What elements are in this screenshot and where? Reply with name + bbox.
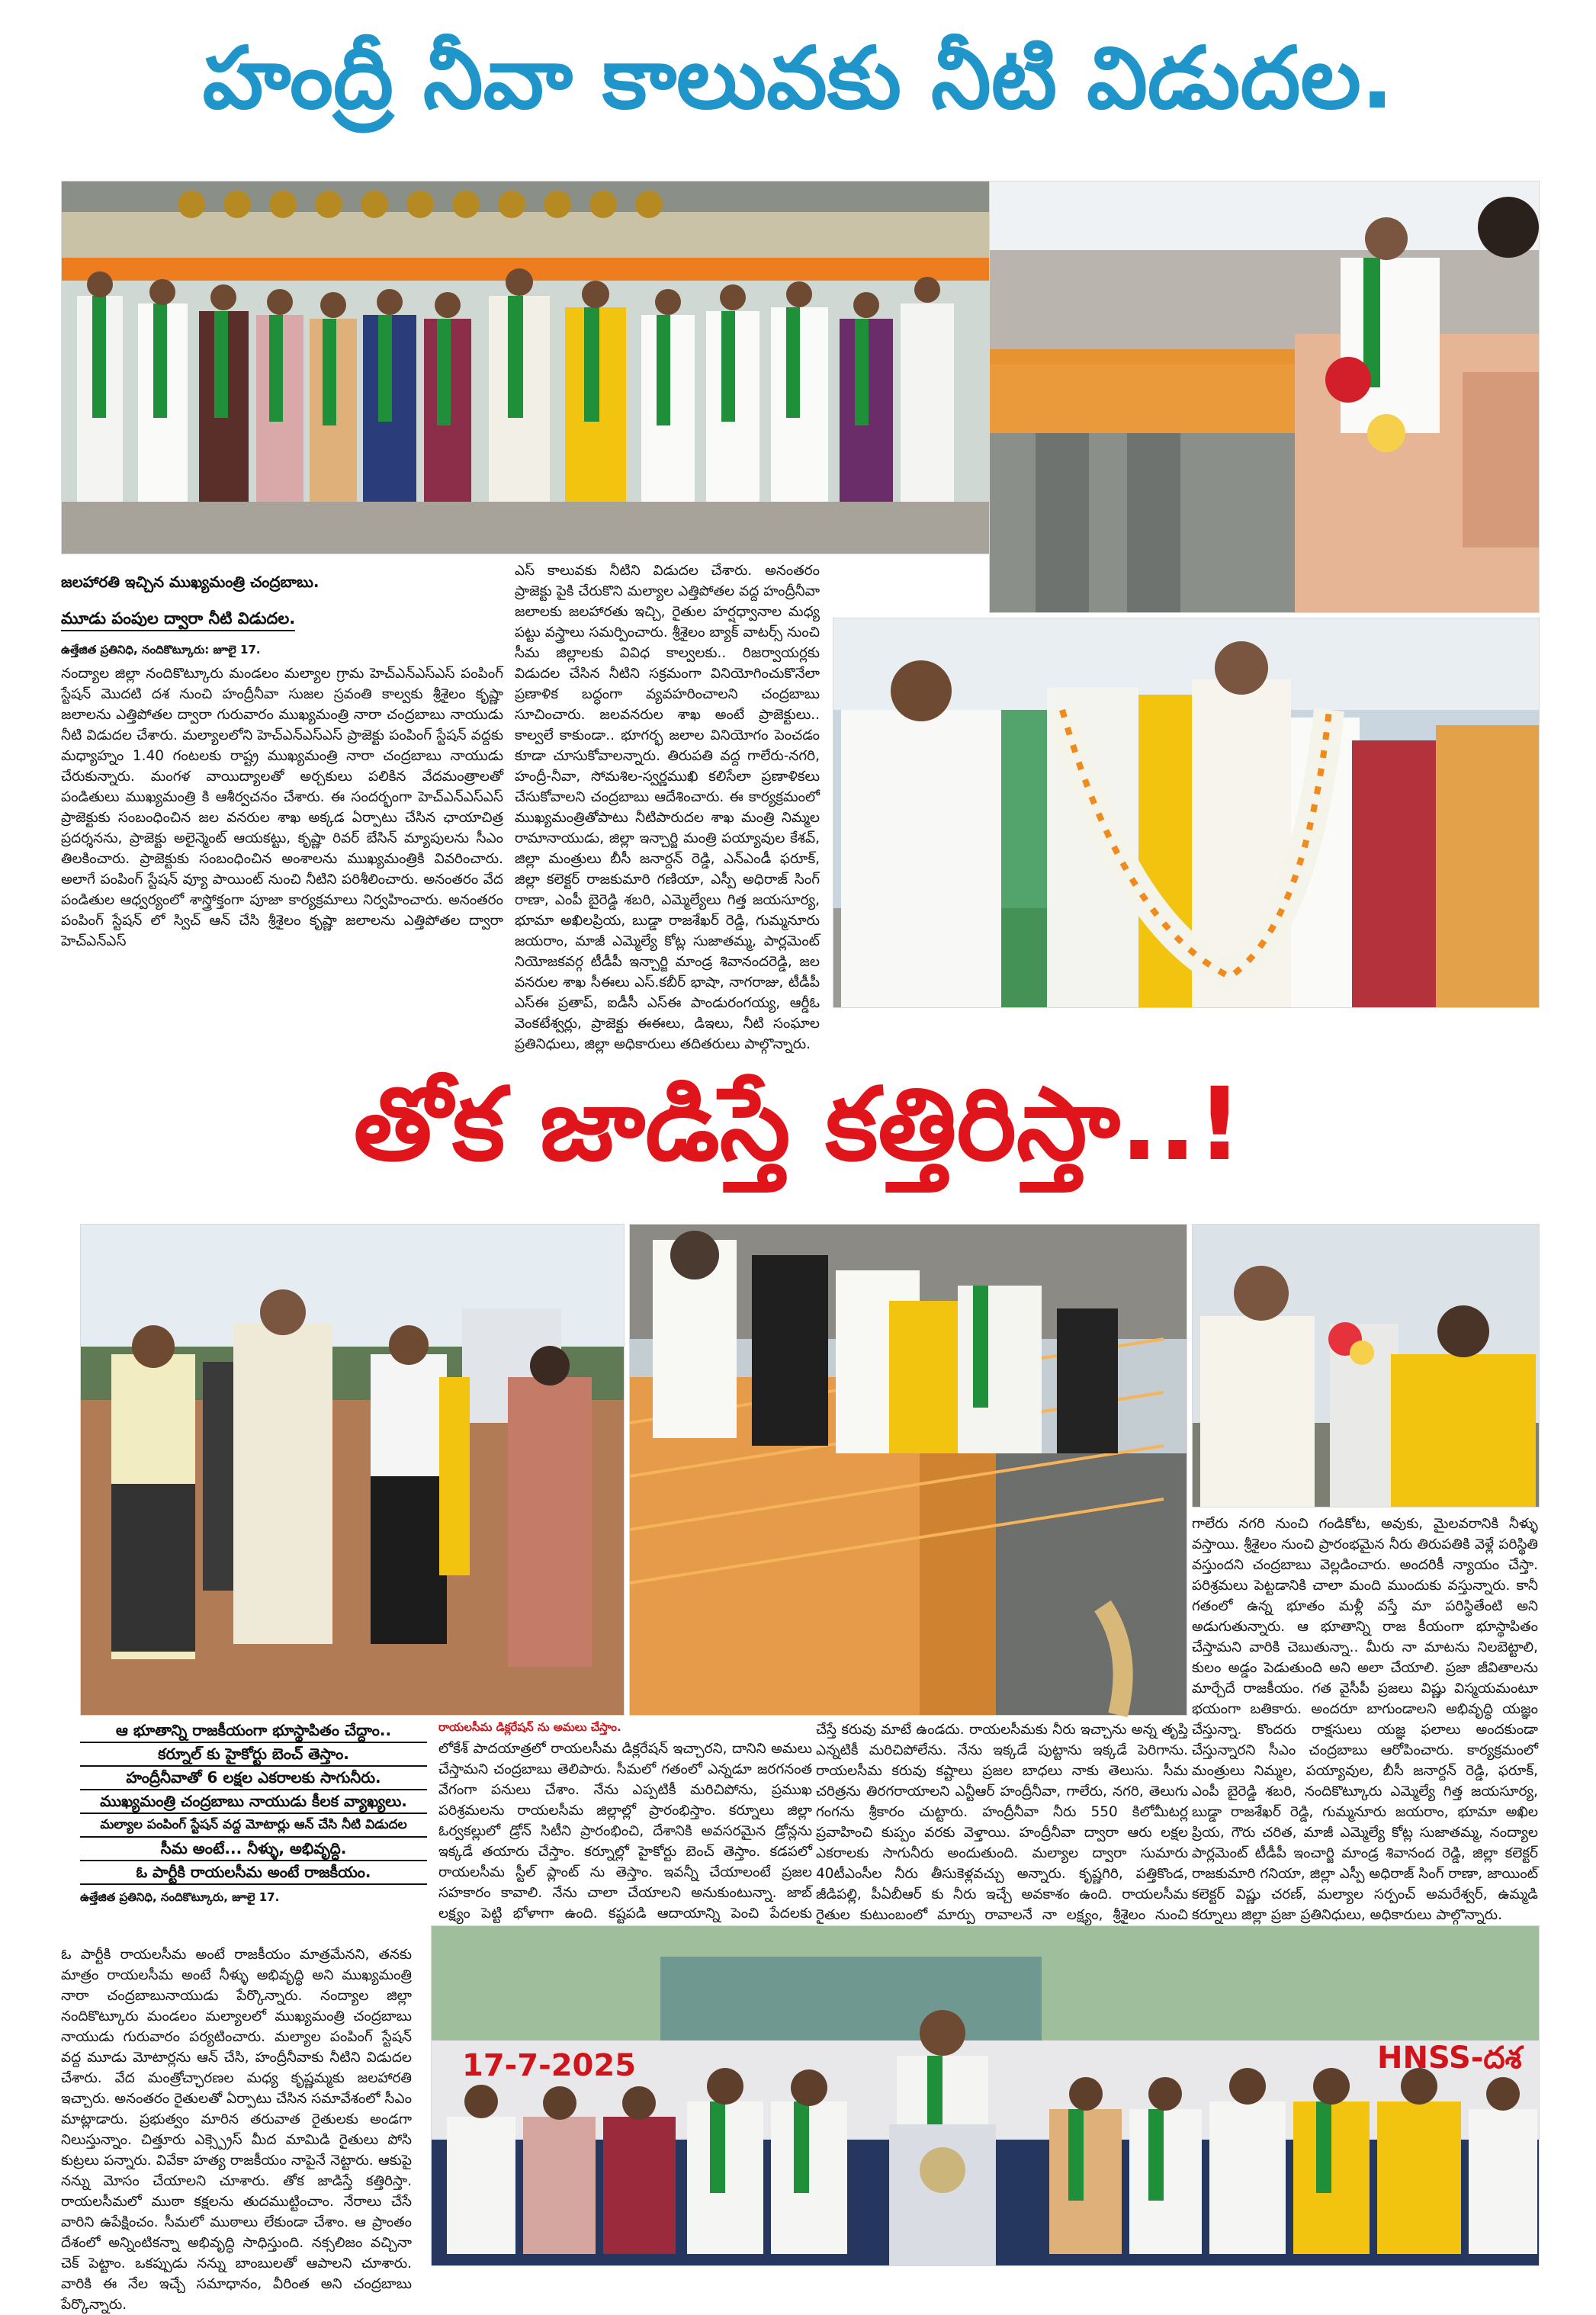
bullet-2: కర్నూల్ కు హైకోర్టు బెంచ్ తెస్తాం. (80, 1743, 427, 1767)
story1-subhead: మూడు పంపుల ద్వారా నీటి విడుదల. (61, 607, 295, 631)
story2-bullets (80, 1719, 427, 1941)
banner-tag: HNSS-దశ (1377, 2040, 1522, 2076)
bullet-1: ఆ భూతాన్ని రాజకీయంగా భూస్థాపితం చేద్దాం.. (80, 1719, 427, 1743)
photo-canal-gates-flowers (629, 1224, 1187, 1716)
story2-body-far: గాలేరు నగరి నుంచి గండికోట, అవుకు, మైలవరానికి నీళ్ళు వస్తాయి. శ్రీశైలం నుంచి ప్రారంభమైన నీరు తిరుపతికి వెళ్లే పరిస్థితి వస్తుందని చంద్రబాబు వెల్లడించారు. అందరికీ న్యాయం చేస్తా. పరిశ్రమలు పెట్టడానికి చాలా మంది ముందుకు వస్తున్నారు. కానీ గతంలో ఉన్న భూతం మళ్లీ వస్తే మా పరిస్థితేంటి అని అడుగుతున్నారు. ఆ భూతాన్ని రాజ కీయంగా భూస్థాపితం చేస్తామని వారికి చెబుతున్నా.. మీరు నా మాటను నిలబెట్టాలి, కులం అడ్డం పెడుతుంది అని అలా చేయాలి. ప్రజా జీవితాలను మార్చేదే రాజకీయం. గత వైసీపీ ప్రజలు విష్ణు విస్మయమంటూ భయంగా బతికారు. అందరూ బాగుండాలని అభివృద్ధి యజ్ఞం చేస్తున్నా. కొందరు రాక్షసులు యజ్ఞ ఫలాలు అందకుండా చేస్తున్నారని సీఎం చంద్రబాబు ఆరోపించారు. కార్యక్రమంలో మంత్రులు నిమ్మల, పయ్యావుల, బీసీ జనార్దన్ రెడ్డి, ఫరూక్, ఎంపీ బైరెడ్డి శబరి, నందికొట్కూరు ఎమ్మెల్యే గిత్త జయసూర్య, బుడ్డా రాజశేఖర్ రెడ్డి, గుమ్మనూరు జయరాం, భూమా అఖిల ప్రియ, గౌరు చరిత, మాజీ ఎమ్మెల్యే కోట్ల సుజాతమ్మ, నంద్యాల పార్లమెంట్ టీడీపీ ఇంచార్జి మాండ్ర శివానంద రెడ్డి, జిల్లా కలెక్టర్ రాజకుమారి గనియా, జిల్లా ఎస్పీ అధిరాజ్ సింగ్ రాణా, జాయింట్ కలెక్టర్ విష్ణు చరణ్, మల్యాల సర్పంచ్ అమరేశ్వర్, ఉమ్మడి కర్నూలు జిల్లా ప్రజా ప్రతినిధులు, అధికారులు పాల్గొన్నారు. (1192, 1516, 1538, 1923)
story1-headline: హంద్రీ నీవా కాలువకు నీటి విడుదల. (202, 29, 1394, 128)
story2-headline: తోక జాడిస్తే కత్తిరిస్తా..! (353, 1066, 1243, 1183)
story1-dateline: ఉత్తేజిత ప్రతినిధి, నందికొట్కూరు: జూలై 17. (61, 643, 261, 657)
photo-garland-ceremony (833, 618, 1540, 1008)
bullet-6: సీమ అంటే... నీళ్ళు, అభివృద్ధి. (80, 1838, 427, 1861)
photo-pooja-ritual (989, 181, 1540, 613)
story1-body-col1: నంద్యాల జిల్లా నందికొట్కూరు మండలం మల్యాల గ్రామ హెచ్ఎన్ఎస్ఎస్ పంపింగ్ స్టేషన్ మొదటి దశ నుంచి హంద్రీనీవా సుజల స్రవంతి కాల్వకు శ్రీశైలం కృష్ణా జలాలను ఎత్తిపోతల ద్వారా గురువారం ముఖ్యమంత్రి నారా చంద్రబాబు నాయుడు నీటి విడుదల చేశారు. మల్యాలలోని హెచ్ఎన్ఎస్ఎస్ ప్రాజెక్టు పంపింగ్ స్టేషన్ వద్దకు మధ్యాహ్నం 1.40 గంటలకు రాష్ట్ర ముఖ్యమంత్రి నారా చంద్రబాబు నాయుడు చేరుకున్నారు. మంగళ వాయిద్యాలతో అర్చకులు పలికిన వేదమంత్రాలతో పండితులు ముఖ్యమంత్రి కి ఆశీర్వచనం చేశారు. ఈ సందర్భంగా హెచ్ఎన్ఎస్ఎస్ ప్రాజెక్టుకు సంబంధించిన జల వనరుల శాఖ అక్కడ ఏర్పాటు చేసిన ఛాయాచిత్ర ప్రదర్శనను, ప్రాజెక్టు అలైన్మెంట్ ఆయకట్టు, కృష్ణా రివర్ బేసిన్ మ్యాపులను సీఎం తిలకించారు. ప్రాజెక్టుకు సంబంధించిన అంశాలను ముఖ్యమంత్రికి వివరించారు. అలాగే పంపింగ్ స్టేషన్ వ్యూ పాయింట్ నుంచి నీటిని పరిశీలించారు. అనంతరం వేద పండితుల ఆధ్వర్యంలో శాస్త్రోక్తంగా పూజా కార్యక్రమాలు నిర్వహించారు. అనంతరం పంపింగ్ స్టేషన్ లో స్విచ్ ఆన్ చేసి శ్రీశైలం కృష్ణా జలాలను ఎత్తిపోతల ద్వారా హెచ్ఎన్ఎస్ (61, 666, 503, 949)
story2-body-mid: లోకేశ్ పాదయాత్రలో రాయలసీమ డిక్లరేషన్ ఇచ్చారని, దానిని అమలు చేస్తామని చంద్రబాబు తెలిపారు. సీమలో గతంలో ఎన్నడూ జరగనంత వేగంగా పనులు చేశాం. నేను ఎప్పటికీ మరిచిపోను, ప్రముఖ పరిశ్రమలను రాయలసీమ జిల్లాల్లో ప్రారంభిస్తాం. కర్నూలు జిల్లా ఓర్వకల్లులో డ్రోన్ సిటీని ప్రారంభించి, దేశానికి అవసరమైన డ్రోన్లను ఇక్కడే తయారు చేస్తాం. కర్నూల్లో హైకోర్టు బెంచ్ తెస్తాం. కడపలో రాయలసీమ స్టీల్ ప్లాంట్ ను తెస్తాం. ఇవన్నీ చేయాలంటే ప్రజల సహకారం కావాలి. నేను చాలా చేయాలని అనుకుంటున్నా. జాబ్ లక్ష్యం పెట్టి భోళాగా ఉంది. కష్టపడి ఆదాయాన్ని పెంచి పేదలకు (438, 1741, 812, 1922)
photo-crowd-women-farmers (61, 181, 991, 554)
story1-body-col2: ఎస్ కాలువకు నీటిని విడుదల చేశారు. అనంతరం ప్రాజెక్టు పైకి చేరుకొని మల్యాల ఎత్తిపోతల వద్ద హంద్రీనీవా జలాలకు జలహారతు ఇచ్చి, రైతుల హర్షధ్వానాల మధ్య పట్టు వస్త్రాలు సమర్పించారు. శ్రీశైలం బ్యాక్ వాటర్స్ నుంచి సీమ జిల్లాలకు వివిధ కాల్వలకు.. రిజర్వాయర్లకు విడుదల చేసిన నీటిని సక్రమంగా వినియోగించుకొనేలా ప్రణాళిక బద్ధంగా వ్యవహరించాలని చంద్రబాబు సూచించారు. జలవనరుల శాఖ అంటే ప్రాజెక్టులు.. కాల్వలే కాకుండా.. భూగర్భ జలాల వినియోగం పెంచడం కూడా చూసుకోవాలన్నారు. తిరుపతి వద్ద గాలేరు-నగరి, హంద్రీ-నీవా, సోమశిల-స్వర్ణముఖి కలిసేలా ప్రణాళికలు చేసుకోవాలని చంద్రబాబు ఆదేశించారు. ఈ కార్యక్రమంలో ముఖ్యమంత్రితోపాటు నీటిపారుదల శాఖ మంత్రి నిమ్మల రామానాయుడు, జిల్లా ఇన్చార్జి మంత్రి పయ్యావుల కేశవ్, జిల్లా మంత్రులు బీసీ జనార్దన్ రెడ్డి, ఎన్ఎండీ ఫరూక్, జిల్లా కలెక్టర్ రాజకుమారి గణియా, ఎస్పీ అధిరాజ్ సింగ్ రాణా, ఎంపీ బైరెడ్డి శబరి, ఎమ్మెల్యేలు గిత్త జయసూర్య, భూమా అఖిలప్రియ, బుడ్డా రాజశేఖర్ రెడ్డి, గుమ్మనూరు జయరాం, మాజీ ఎమ్మెల్యే కోట్ల సుజాతమ్మ, పార్లమెంట్ నియోజకవర్గ టీడీపీ ఇన్చార్జి మాండ్ర శివానందరెడ్డి, జల వనరుల శాఖ సీఈలు ఎస్.కబీర్ భాషా, నాగరాజు, టీడీపీ ఎస్ఈ ప్రతాప్, ఐడీసీ ఎస్ఈ పాండురంగయ్య, ఆర్డీఓ వెంకటేశ్వర్లు, ప్రాజెక్టు ఈఈలు, డిఇలు, నీటి సంఘాల ప్రతినిధులు, జిల్లా అధికారులు తదితరులు పాల్గొన్నారు. (515, 563, 820, 1052)
story2-dateline: ఉత్తేజిత ప్రతినిధి, నందికొట్కూరు, జూలై 17. (80, 1890, 280, 1904)
story2-body-right: చేస్తే కరువు మాటే ఉండదు. రాయలసీమకు నీరు ఇచ్చాను అన్న తృప్తి ఎన్నటికీ మరిచిపోలేను. నేను ఇక్కడే పుట్టాను ఇక్కడే పెరిగాను. రాయలసీమ కరువు కష్టాలు ప్రజల బాధలు నాకు తెలుసు. సీమ చరిత్రను తిరగరాయాలని ఎన్టీఆర్ హంద్రీనీవా, గాలేరు, నగరి, తెలుగు గంగను శ్రీకారం చుట్టారు. హంద్రీనీవా నీరు 550 కిలోమీటర్ల ప్రవాహించి కుప్పం వరకు వెళ్తాయి. హంద్రీనీవా ద్వారా ఆరు లక్షల ఎకరాలకు సాగునీరు అందుతుంది. మల్యాల ద్వారా సుమారు 40టీఎంసీల నీరు తీసుకెళ్లవచ్చు అన్నారు. కృష్ణగిరి, పత్తికొండ, జీడిపల్లి, పీఏబీఆర్ కు నీరు ఇచ్చే అవకాశం ఉంది. రాయలసీమ రైతుల కుటుంబంలో మార్పు రావాలనే నా లక్ష్యం, శ్రీశైలం నుంచి (816, 1722, 1188, 1923)
bullet-4: ముఖ్యమంత్రి చంద్రబాబు నాయుడు కీలక వ్యాఖ్యలు. (80, 1790, 427, 1814)
photo-stage-meeting (431, 1925, 1540, 2266)
photo1-caption: జలహారతి ఇచ్చిన ముఖ్యమంత్రి చంద్రబాబు. (61, 573, 320, 591)
photo-bouquet-greeting (1192, 1224, 1540, 1507)
photo-walking-officials (80, 1224, 625, 1716)
bullet-5: మల్యాల పంపింగ్ స్టేషన్ వద్ద మోటార్లు ఆన్ చేసి నీటి విడుదల (80, 1814, 427, 1838)
bullet-7: ఓ పార్టీకి రాయలసీమ అంటే రాజకీయం. (80, 1861, 427, 1885)
bullet-3: హంద్రీనీవాతో 6 లక్షల ఎకరాలకు సాగునీరు. (80, 1767, 427, 1790)
banner-date: 17-7-2025 (462, 2048, 637, 2083)
redlabel-text: రాయలసీమ డిక్లరేషన్ ను అమలు చేస్తాం. (438, 1720, 621, 1734)
story2-redlabel (438, 1719, 812, 1736)
story2-body-left: ఓ పార్టీకి రాయలసీమ అంటే రాజకీయం మాత్రమేనని, తనకు మాత్రం రాయలసీమ అంటే నీళ్ళు అభివృద్ధి అని ముఖ్యమంత్రి నారా చంద్రబాబునాయుడు పేర్కొన్నారు. నంద్యాల జిల్లా నందికొట్కూరు మండలం మల్యాలలో ముఖ్యమంత్రి చంద్రబాబు నాయుడు గురువారం పర్యటించారు. మల్యాల పంపింగ్ స్టేషన్ వద్ద మూడు మోటార్లను ఆన్ చేసి, హంద్రీనీవాకు నీటిని విడుదల చేశారు. వేద మంత్రోచ్ఛారణల మధ్య కృష్ణమ్మకు జలహారతి ఇచ్చారు. అనంతరం రైతులతో ఏర్పాటు చేసిన సమావేశంలో సీఎం మాట్లాడారు. ప్రభుత్వం మారిన తరువాత రైతులకు అండగా నిలుస్తున్నాం. చిత్తూరు ఎక్స్ప్రెస్ మీద మామిడి రైతులు పోసి కుట్రలు పన్నారు. వివేకా హత్య రాజకీయం నాపైనే నెట్టారు. ఆకుపై నన్ను మోసం చేయాలని చూశారు. తోక జాడిస్తే కత్తిరిస్తా. రాయలసీమలో ముఠా కక్షలను తుదముట్టించాం. నేరాలు చేసే వారిని ఉపేక్షించం. సీమలో ముఠాలు లేకుండా చేశాం. ఆ ప్రాంతం దేశంలో అన్నింటికన్నా అభివృద్ధి సాధిస్తుంది. నక్సలిజం వచ్చినా చెక్ పెట్టాం. ఒకప్పుడు నన్ను బాంబులతో ఆపాలని చూశారు. వారికి ఈ నేల ఇచ్చే సమాధానం, వీరింత అని చంద్రబాబు పేర్కొన్నారు. (61, 1947, 412, 2313)
